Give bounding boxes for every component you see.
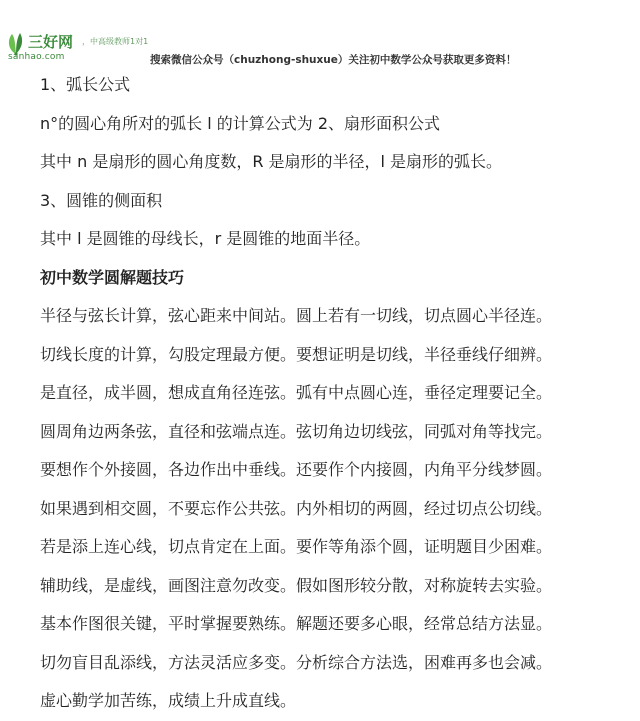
verse-line: 切线长度的计算，勾股定理最方便。要想证明是切线，半径垂线仔细辨。 xyxy=(40,344,553,364)
line-arc-length-title: 1、弧长公式 xyxy=(40,75,131,94)
verse-line: 若是添上连心线，切点肯定在上面。要作等角添个圆，证明题目少困难。 xyxy=(40,537,553,556)
verse-line: 辅助线，是虚线，画图注意勿改变。假如图形较分散，对称旋转去实验。 xyxy=(40,575,553,595)
logo-url: sanhao.com xyxy=(8,52,65,62)
line-cone-area-title: 3、圆锥的侧面积 xyxy=(40,190,163,210)
page-header xyxy=(0,0,640,66)
line-arc-length-formula: n°的圆心角所对的弧长 l 的计算公式为 2、扇形面积公式 xyxy=(40,113,441,133)
logo-tagline: ，中高级教师1对1 xyxy=(82,37,149,46)
line-sector-explanation: 其中 n 是扇形的圆心角度数，R 是扇形的半径，l 是扇形的弧长。 xyxy=(40,152,503,171)
verse-line: 如果遇到相交圆，不要忘作公共弦。内外相切的两圆，经过切点公切线。 xyxy=(40,498,553,518)
verse-line: 圆周角边两条弦，直径和弦端点连。弦切角边切线弦，同弧对角等找完。 xyxy=(40,421,553,441)
follow-notice: 搜索微信公众号（chuzhong-shuxue）关注初中数学公众号获取更多资料！ xyxy=(150,54,517,66)
site-logo[interactable] xyxy=(6,30,156,66)
verse-line: 要想作个外接圆，各边作出中垂线。还要作个内接圆，内角平分线梦圆。 xyxy=(40,460,553,479)
verse-line: 虚心勤学加苦练，成绩上升成直线。 xyxy=(40,691,297,710)
verse-line: 切勿盲目乱添线，方法灵活应多变。分析综合方法选，困难再多也会减。 xyxy=(40,652,553,672)
article-body xyxy=(40,66,635,721)
logo-name: 三好网 xyxy=(28,33,74,51)
line-cone-explanation: 其中 l 是圆锥的母线长，r 是圆锥的地面半径。 xyxy=(40,229,371,248)
verse-line: 半径与弦长计算，弦心距来中间站。圆上若有一切线，切点圆心半径连。 xyxy=(40,306,553,325)
section-heading-tips: 初中数学圆解题技巧 xyxy=(40,267,185,287)
verse-line: 是直径，成半圆，想成直角径连弦。弧有中点圆心连，垂径定理要记全。 xyxy=(40,383,553,402)
verse-line: 基本作图很关键，平时掌握要熟练。解题还要多心眼，经常总结方法显。 xyxy=(40,614,553,633)
